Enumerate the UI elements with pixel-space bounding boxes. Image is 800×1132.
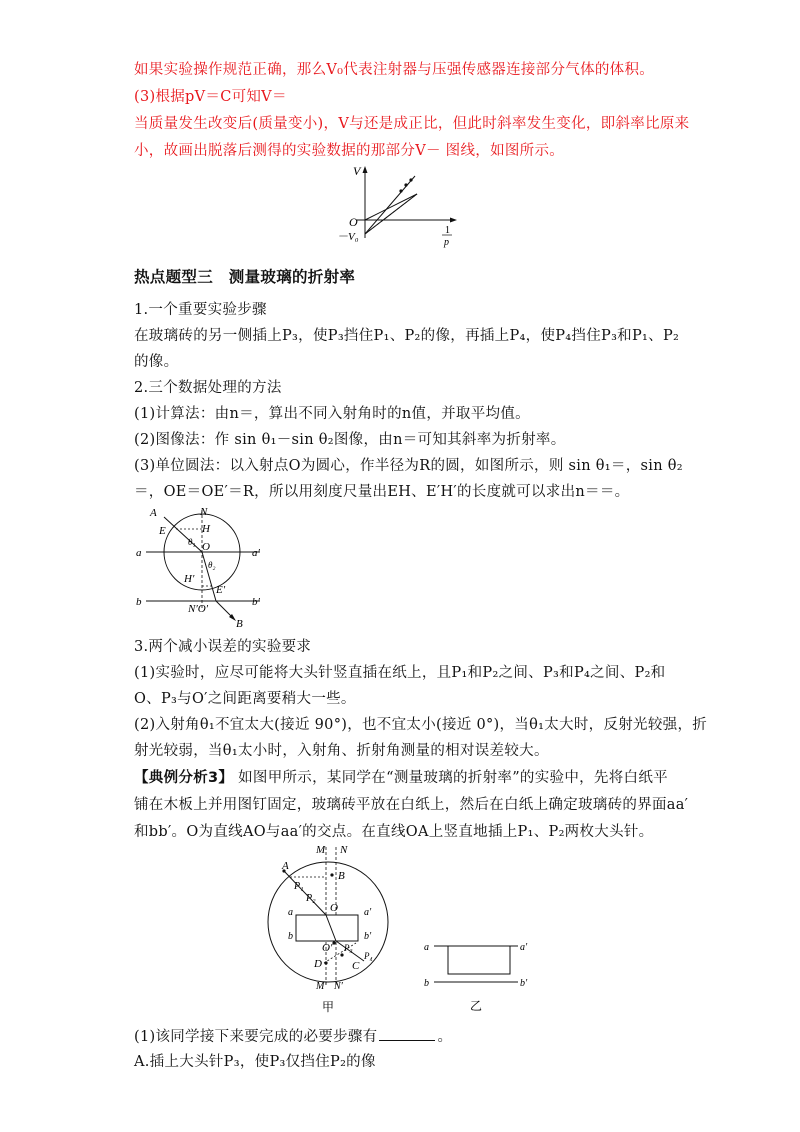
method-3-line-2: ＝，OE＝OE′＝R，所以用刻度尺量出EH、E′H′的长度就可以求出n＝＝。 bbox=[134, 484, 630, 500]
edge-b-prime-label: b′ bbox=[364, 931, 372, 942]
point-A-label: A bbox=[282, 860, 289, 872]
point-N-label: N bbox=[200, 506, 208, 518]
neg-v0-label: －V₀ bbox=[337, 231, 359, 243]
point-N-label: N bbox=[340, 844, 348, 856]
data-point bbox=[409, 178, 412, 181]
method-3-line-1: (3)单位圆法：以入射点O为圆心，作半径为R的圆，如图所示，则 sin θ₁＝，sin θ₂ bbox=[134, 458, 683, 474]
theta2-label: θ₂ bbox=[208, 560, 216, 570]
figure-caption-jia: 甲 bbox=[322, 1000, 335, 1014]
point-O-label: O bbox=[330, 902, 338, 914]
answer-line-1: 如果实验操作规范正确，那么V₀代表注射器与压强传感器连接部分气体的体积。 bbox=[134, 62, 655, 78]
question-1 bbox=[134, 1026, 452, 1047]
point-N-prime-label: N′ bbox=[334, 981, 343, 992]
step-line-1: 在玻璃砖的另一侧插上P₃，使P₃挡住P₁、P₂的像，再插上P₄，使P₄挡住P₃和P₁、P₂ bbox=[134, 328, 680, 344]
edge-b-label: b bbox=[424, 978, 429, 989]
point-D-label: D bbox=[314, 958, 322, 970]
method-2: (2)图像法：作 sin θ₁－sin θ₂图像，由n＝可知其斜率为折射率。 bbox=[134, 432, 566, 448]
data-point bbox=[404, 183, 407, 186]
req-1-line-2: O、P₃与O′之间距离要稍大一些。 bbox=[134, 691, 356, 707]
point-O-prime-label: O′ bbox=[322, 942, 333, 954]
line-b-label: b bbox=[136, 596, 142, 608]
question-1-end: 。 bbox=[437, 1029, 453, 1045]
point-B-label: B bbox=[338, 870, 345, 882]
theta1-label: θ₁ bbox=[188, 537, 196, 547]
example-text-1: 如图甲所示，某同学在“测量玻璃的折射率”的实验中，先将白纸平 bbox=[233, 770, 668, 786]
point-C-label: C bbox=[352, 960, 360, 972]
point-M-label: M bbox=[316, 844, 326, 856]
edge-b-prime-label: b′ bbox=[520, 978, 528, 989]
edge-a-prime-label: a′ bbox=[520, 942, 528, 953]
x-axis-den: p bbox=[444, 237, 449, 248]
line-a-prime-label: a′ bbox=[252, 547, 260, 559]
edge-b-label: b bbox=[288, 931, 293, 942]
requirements-title: 3.两个减小误差的实验要求 bbox=[134, 639, 312, 655]
figure-caption-yi: 乙 bbox=[470, 999, 483, 1013]
answer-blank[interactable] bbox=[379, 1026, 435, 1041]
unit-circle-diagram bbox=[132, 500, 282, 630]
example-line-3: 和bb′。O为直线AO与aa′的交点。在直线OA上竖直地插上P₁、P₂两枚大头针。 bbox=[134, 824, 654, 840]
section-heading: 热点题型三 测量玻璃的折射率 bbox=[134, 268, 356, 286]
edge-a-prime-label: a′ bbox=[364, 907, 372, 918]
answer-line-2: (3)根据pV＝C可知V＝ bbox=[134, 89, 287, 105]
v-inverse-p-graph bbox=[335, 160, 470, 255]
pin-P4-label: P₄ bbox=[364, 951, 373, 961]
point-A-label: A bbox=[150, 507, 157, 519]
point-N-prime-O-prime-label: N′O′ bbox=[188, 603, 209, 615]
req-2-line-2: 射光较弱，当θ₁太小时，入射角、折射角测量的相对误差较大。 bbox=[134, 743, 549, 759]
point-B-label: B bbox=[236, 618, 243, 630]
data-point bbox=[399, 189, 402, 192]
point-H-label: H bbox=[202, 523, 210, 535]
point-E-prime-label: E′ bbox=[216, 584, 226, 596]
figure-jia bbox=[260, 835, 400, 1020]
answer-line-4: 小，故画出脱落后测得的实验数据的那部分V－ 图线，如图所示。 bbox=[134, 143, 565, 159]
point-O-label: O bbox=[202, 541, 210, 553]
option-A: A.插上大头针P₃，使P₃仅挡住P₂的像 bbox=[134, 1054, 376, 1070]
point-E-label: E bbox=[159, 525, 166, 537]
origin-label: O bbox=[349, 215, 358, 229]
answer-line-3: 当质量发生改变后(质量变小)，V与还是成正比，但此时斜率发生变化，即斜率比原来 bbox=[134, 116, 690, 132]
step-title: 1.一个重要实验步骤 bbox=[134, 302, 267, 318]
method-1: (1)计算法：由n＝，算出不同入射角时的n值，并取平均值。 bbox=[134, 406, 530, 422]
edge-a-label: a bbox=[288, 907, 293, 918]
req-1-line-1: (1)实验时，应尽可能将大头针竖直插在纸上，且P₁和P₂之间、P₃和P₄之间、P₂和 bbox=[134, 665, 666, 681]
pin-P1-label: P₁ bbox=[294, 881, 304, 892]
pin-P2-label: P₂ bbox=[306, 893, 316, 904]
y-axis-label: V bbox=[353, 164, 361, 178]
point-M-prime-label: M′ bbox=[316, 981, 327, 992]
edge-a-label: a bbox=[424, 942, 429, 953]
line-a-label: a bbox=[136, 547, 142, 559]
example-tag: 【典例分析3】 bbox=[134, 770, 234, 786]
point-H-prime-label: H′ bbox=[184, 573, 195, 585]
question-1-text: (1)该同学接下来要完成的必要步骤有 bbox=[134, 1029, 378, 1045]
step-line-2: 的像。 bbox=[134, 354, 179, 370]
req-2-line-1: (2)入射角θ₁不宜太大(接近 90°)，也不宜太小(接近 0°)，当θ₁太大时，反射光较强，折 bbox=[134, 717, 708, 733]
x-axis-num: 1 bbox=[445, 225, 450, 236]
pin-P3-label: P₃ bbox=[344, 943, 353, 953]
example-line-2: 铺在木板上并用图钉固定，玻璃砖平放在白纸上，然后在白纸上确定玻璃砖的界面aa′ bbox=[134, 797, 689, 813]
methods-title: 2.三个数据处理的方法 bbox=[134, 380, 282, 396]
example-line-1 bbox=[134, 768, 668, 788]
line-b-prime-label: b′ bbox=[252, 596, 260, 608]
figure-yi bbox=[420, 930, 550, 1015]
